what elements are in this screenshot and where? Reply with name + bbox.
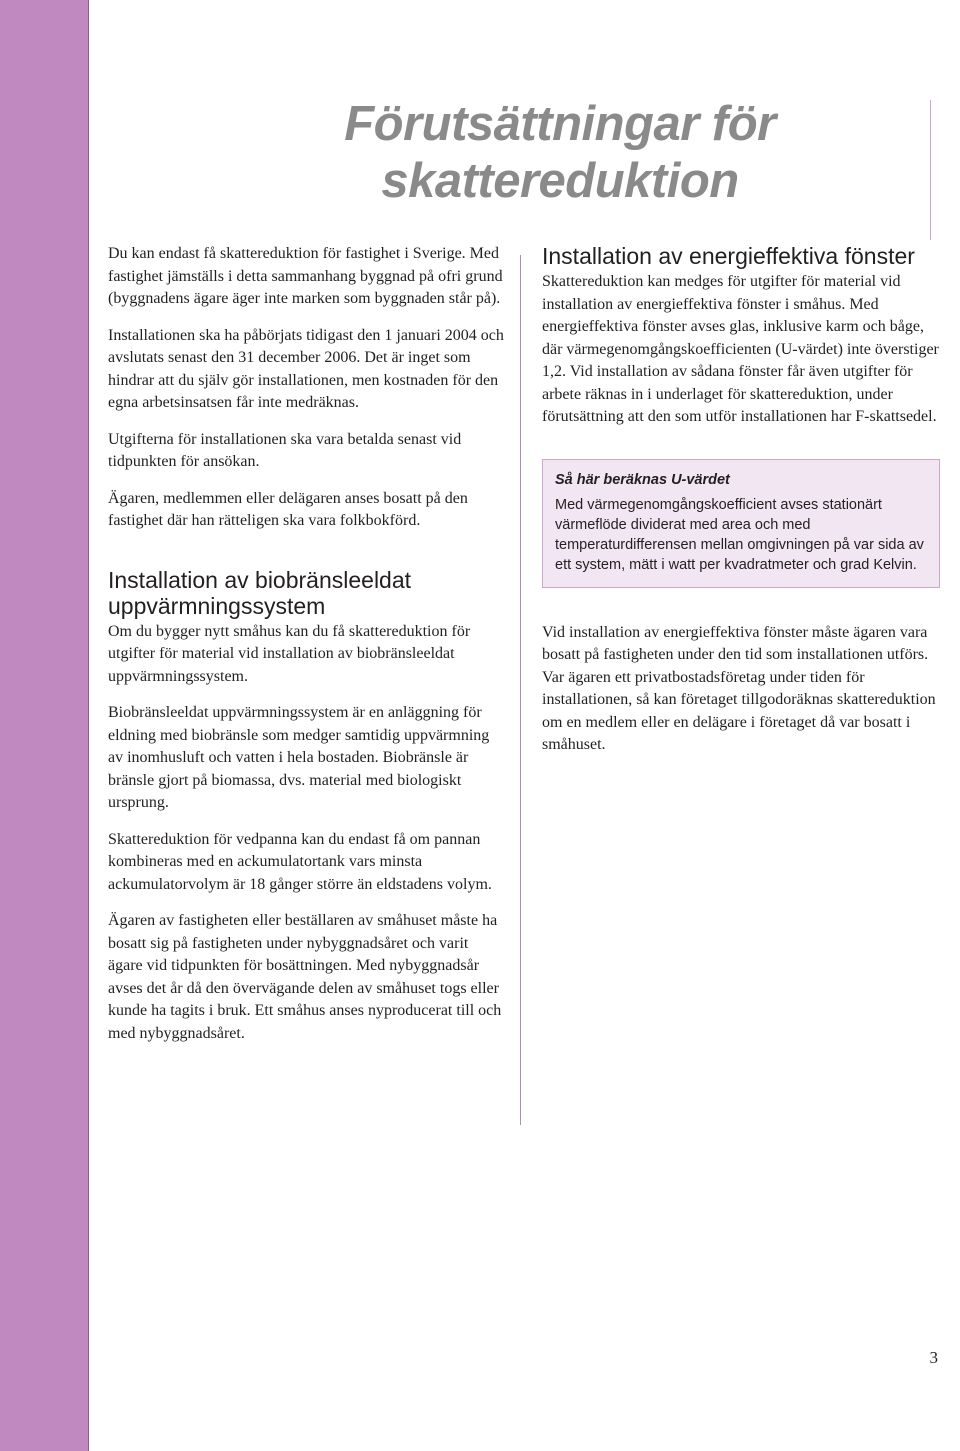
u-value-info-box	[542, 459, 940, 588]
page-title: Förutsättningar för skattereduktion	[344, 97, 776, 208]
paragraph: Skattereduktion kan medges för utgifter för material vid installation av energieffektiva fönster i småhus. Med energieffektiva fönster avses glas, inklusive karm och båge, där värmegenomgångskoefficienten (U-värdet) inte överstiger 1,2. Vid installation av sådana fönster får även utgifter för arbete räknas in i underlaget för skattereduktion, under förutsättning att den som utför installationen har F-skattsedel.	[542, 273, 939, 425]
section-heading-biofuel: Installation av biobränsleeldat uppvärmningssystem	[108, 566, 412, 619]
page-number: 3	[929, 1348, 938, 1367]
paragraph: Utgifterna för installationen ska vara betalda senast vid tidpunkten för ansökan.	[108, 430, 462, 470]
top-rule	[930, 100, 931, 240]
left-column	[108, 243, 506, 1059]
info-box-text: Med värmegenomgångskoefficient avses stationärt värmeflöde dividerat med area och med temperaturdifferensen mellan omgivningen på var sida av ett system, mätt i watt per kvadratmeter och grad Kelvin.	[555, 496, 924, 573]
paragraph: Du kan endast få skattereduktion för fastighet i Sverige. Med fastighet jämställs i detta sammanhang byggnad på ofri grund (byggnadens ägare äger inte marken som byggnaden står på).	[108, 245, 503, 307]
paragraph: Skattereduktion för vedpanna kan du endast få om pannan kombineras med en ackumulatortank vars minsta ackumulatorvolym är 18 gånger större än eldstadens volym.	[108, 830, 492, 893]
paragraph: Ägaren, medlemmen eller delägaren anses bosatt på den fastighet där han rätteligen ska vara folkbokförd.	[108, 489, 468, 529]
paragraph: Installationen ska ha påbörjats tidigast den 1 januari 2004 och avslutats senast den 31 december 2006. Det är inget som hindrar att du själv gör installationen, men kostnaden för den egna arbetsinsatsen får inte medräknas.	[108, 326, 504, 411]
paragraph: Om du bygger nytt småhus kan du få skattereduktion för utgifter för material vid installation av biobränsleeldat uppvärmningssystem.	[108, 622, 471, 685]
paragraph: Ägaren av fastigheten eller beställaren av småhuset måste ha bosatt sig på fastigheten under nybyggnadsåret och varit ägare vid tidpunkten för bosättningen. Med nybyggnadsår avses det år då den övervägande delen av småhuset togs eller kunde ha tagits i bruk. Ett småhus anses nyproducerat till och med nybyggnadsåret.	[108, 912, 502, 1042]
section-heading-windows: Installation av energieffektiva fönster	[542, 243, 915, 269]
right-column	[542, 243, 940, 771]
column-divider	[520, 255, 521, 1125]
paragraph: Biobränsleeldat uppvärmningssystem är en anläggning för eldning med biobränsle som medger samtidig uppvärmning av inomhusluft och vatten i hela bostaden. Biobränsle är bränsle gjort på biomassa, dvs. material med biologiskt ursprung.	[108, 704, 490, 811]
paragraph: Vid installation av energieffektiva fönster måste ägaren vara bosatt på fastigheten under den tid som installationen utförs. Var ägaren ett privatbostadsföretag under tiden för installationen, så kan företaget tillgodoräknas skattereduktion om en medlem eller en delägare i företaget då var bosatt i småhuset.	[542, 623, 936, 753]
side-color-band	[0, 0, 88, 1451]
info-box-title: Så här beräknas U-värdet	[555, 471, 730, 488]
side-band-edge	[88, 0, 89, 1451]
